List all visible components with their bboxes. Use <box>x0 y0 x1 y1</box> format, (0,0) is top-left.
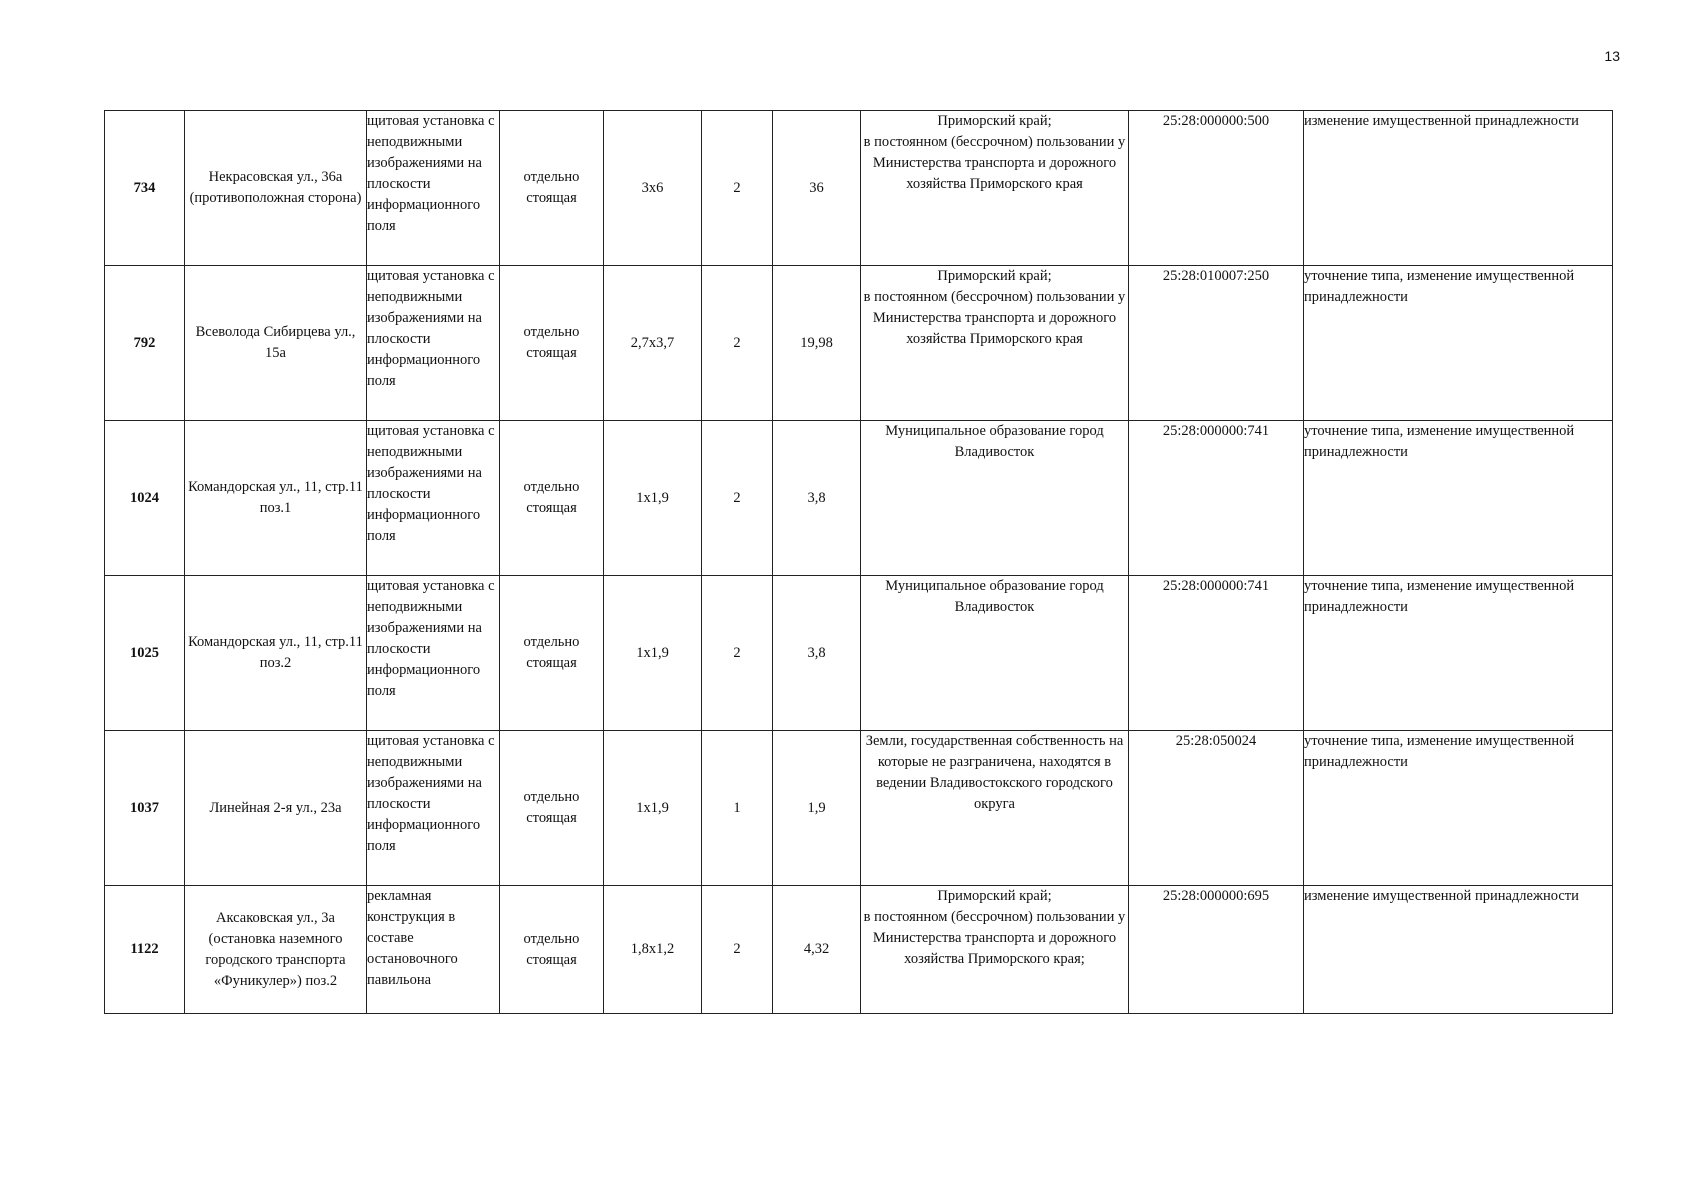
area-cell: 36 <box>773 111 861 266</box>
area-cell: 3,8 <box>773 421 861 576</box>
placement-cell: отдельно стоящая <box>500 731 604 886</box>
row-number: 1037 <box>105 731 185 886</box>
owner-cell: Муниципальное образование город Владивосток <box>861 576 1129 731</box>
table-body <box>105 111 1613 1014</box>
placement-cell: отдельно стоящая <box>500 576 604 731</box>
cadastral-number-cell: 25:28:010007:250 <box>1129 266 1304 421</box>
address-cell: Командорская ул., 11, стр.11 поз.1 <box>185 421 367 576</box>
table-row <box>105 731 1613 886</box>
placement-cell: отдельно стоящая <box>500 886 604 1014</box>
area-cell: 3,8 <box>773 576 861 731</box>
address-cell: Линейная 2-я ул., 23а <box>185 731 367 886</box>
placement-cell: отдельно стоящая <box>500 111 604 266</box>
structure-type-cell: рекламная конструкция в составе остановочного павильона <box>367 886 500 1014</box>
area-cell: 1,9 <box>773 731 861 886</box>
page-number: 13 <box>1604 48 1620 64</box>
table-row <box>105 576 1613 731</box>
structure-type-cell: щитовая установка с неподвижными изображениями на плоскости информационного поля <box>367 576 500 731</box>
row-number: 1024 <box>105 421 185 576</box>
note-cell: изменение имущественной принадлежности <box>1304 886 1613 1014</box>
address-cell: Всеволода Сибирцева ул., 15а <box>185 266 367 421</box>
row-number: 792 <box>105 266 185 421</box>
note-cell: изменение имущественной принадлежности <box>1304 111 1613 266</box>
sides-count-cell: 2 <box>702 421 773 576</box>
note-cell: уточнение типа, изменение имущественной принадлежности <box>1304 576 1613 731</box>
size-cell: 1х1,9 <box>604 731 702 886</box>
area-cell: 4,32 <box>773 886 861 1014</box>
structure-type-cell: щитовая установка с неподвижными изображениями на плоскости информационного поля <box>367 111 500 266</box>
row-number: 734 <box>105 111 185 266</box>
table-row <box>105 421 1613 576</box>
sides-count-cell: 2 <box>702 266 773 421</box>
owner-cell: Приморский край; в постоянном (бессрочном) пользовании у Министерства транспорта и дорожного хозяйства Приморского края <box>861 266 1129 421</box>
size-cell: 1х1,9 <box>604 576 702 731</box>
structure-type-cell: щитовая установка с неподвижными изображениями на плоскости информационного поля <box>367 421 500 576</box>
sides-count-cell: 1 <box>702 731 773 886</box>
area-cell: 19,98 <box>773 266 861 421</box>
placement-cell: отдельно стоящая <box>500 266 604 421</box>
note-cell: уточнение типа, изменение имущественной принадлежности <box>1304 266 1613 421</box>
table-row <box>105 266 1613 421</box>
note-cell: уточнение типа, изменение имущественной принадлежности <box>1304 421 1613 576</box>
owner-cell: Приморский край; в постоянном (бессрочном) пользовании у Министерства транспорта и дорожного хозяйства Приморского края; <box>861 886 1129 1014</box>
size-cell: 1х1,9 <box>604 421 702 576</box>
cadastral-number-cell: 25:28:050024 <box>1129 731 1304 886</box>
size-cell: 1,8х1,2 <box>604 886 702 1014</box>
sides-count-cell: 2 <box>702 111 773 266</box>
owner-cell: Приморский край; в постоянном (бессрочном) пользовании у Министерства транспорта и дорожного хозяйства Приморского края <box>861 111 1129 266</box>
cadastral-number-cell: 25:28:000000:500 <box>1129 111 1304 266</box>
table-row <box>105 886 1613 1014</box>
sides-count-cell: 2 <box>702 576 773 731</box>
advertising-structures-table <box>104 110 1613 1014</box>
row-number: 1122 <box>105 886 185 1014</box>
table-row <box>105 111 1613 266</box>
owner-cell: Земли, государственная собственность на которые не разграничена, находятся в ведении Владивостокского городского округа <box>861 731 1129 886</box>
address-cell: Некрасовская ул., 36а (противоположная сторона) <box>185 111 367 266</box>
address-cell: Командорская ул., 11, стр.11 поз.2 <box>185 576 367 731</box>
sides-count-cell: 2 <box>702 886 773 1014</box>
structure-type-cell: щитовая установка с неподвижными изображениями на плоскости информационного поля <box>367 731 500 886</box>
size-cell: 2,7х3,7 <box>604 266 702 421</box>
address-cell: Аксаковская ул., 3а (остановка наземного городского транспорта «Фуникулер») поз.2 <box>185 886 367 1014</box>
cadastral-number-cell: 25:28:000000:741 <box>1129 576 1304 731</box>
owner-cell: Муниципальное образование город Владивосток <box>861 421 1129 576</box>
placement-cell: отдельно стоящая <box>500 421 604 576</box>
row-number: 1025 <box>105 576 185 731</box>
size-cell: 3х6 <box>604 111 702 266</box>
cadastral-number-cell: 25:28:000000:741 <box>1129 421 1304 576</box>
structure-type-cell: щитовая установка с неподвижными изображениями на плоскости информационного поля <box>367 266 500 421</box>
cadastral-number-cell: 25:28:000000:695 <box>1129 886 1304 1014</box>
note-cell: уточнение типа, изменение имущественной принадлежности <box>1304 731 1613 886</box>
